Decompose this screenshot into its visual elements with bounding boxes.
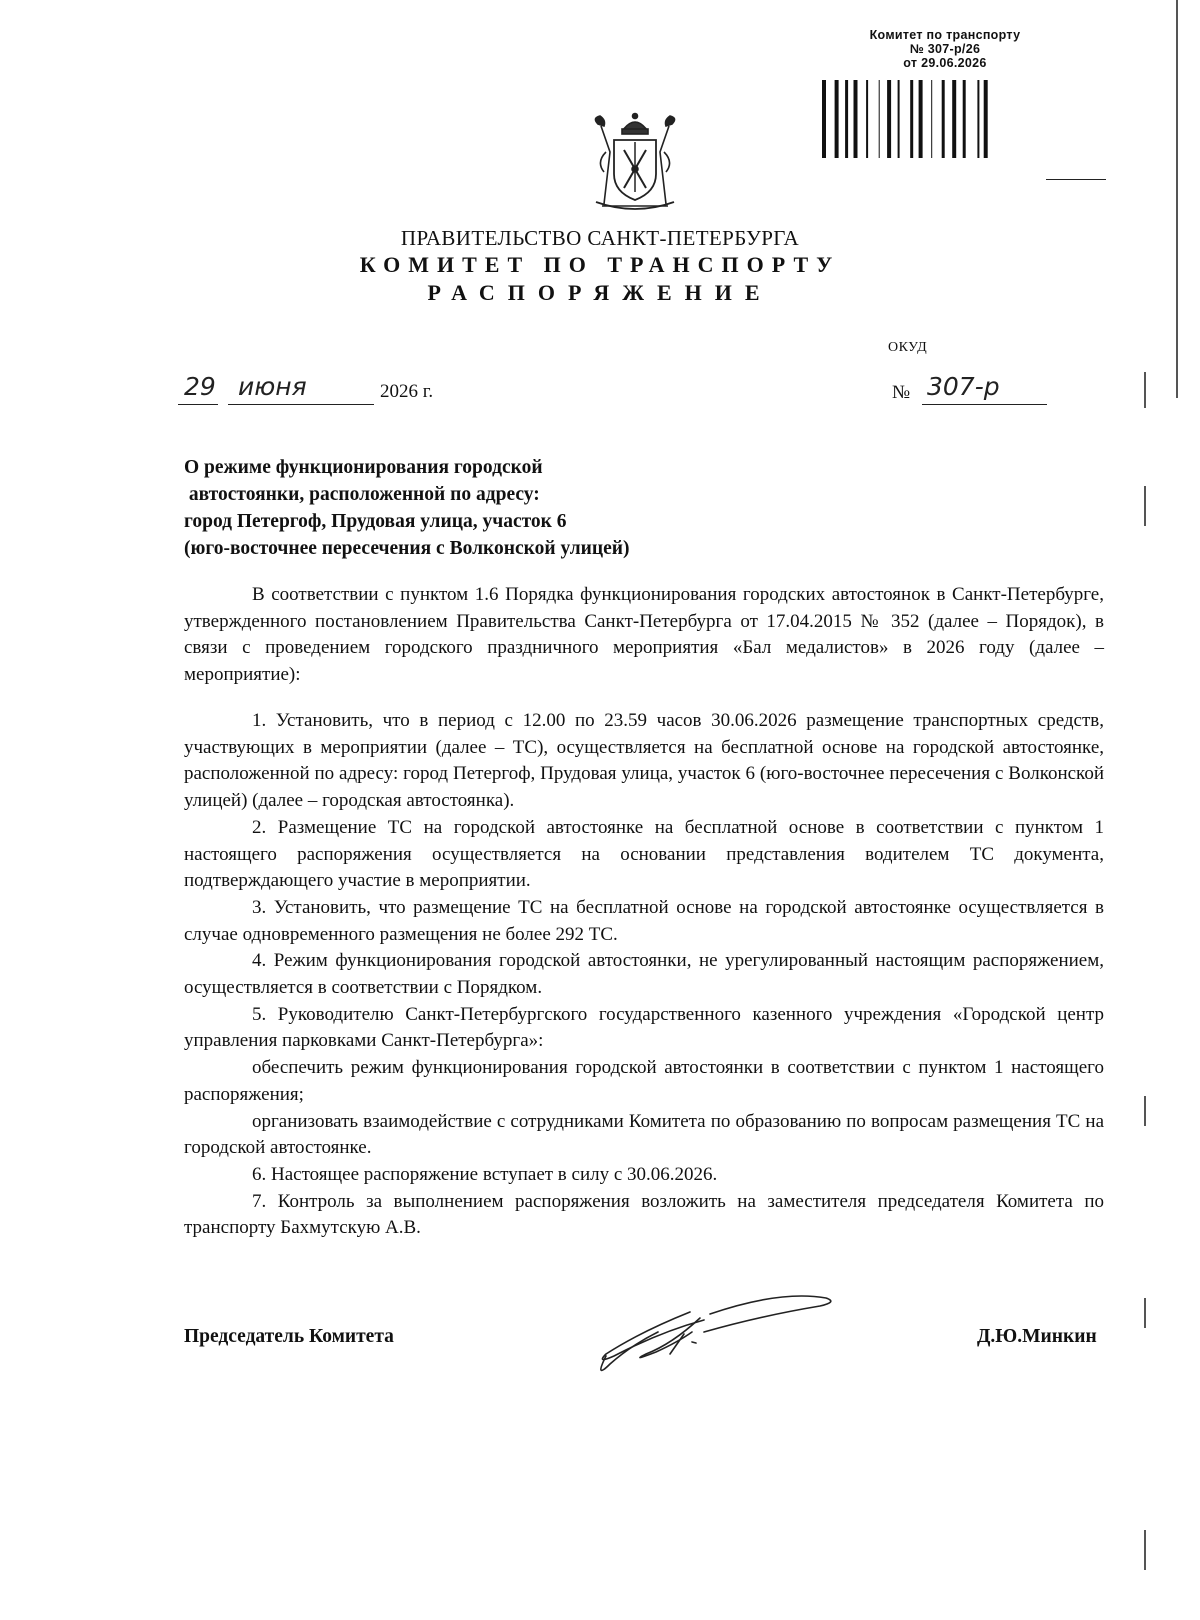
scan-edge-mark bbox=[1144, 486, 1146, 526]
clause-3: 3. Установить, что размещение ТС на бесплатной основе на городской автостоянке осуществляется в случае одновременного размещения не более 292 ТС. bbox=[184, 896, 1104, 945]
handwritten-signature bbox=[600, 1292, 860, 1392]
signatory-name: Д.Ю.Минкин bbox=[977, 1326, 1097, 1347]
barcode-bar bbox=[977, 80, 979, 158]
barcode bbox=[822, 80, 1090, 158]
number-sign: № bbox=[892, 382, 911, 403]
barcode-bar bbox=[822, 80, 826, 158]
stamp-line-2: № 307-р/26 bbox=[909, 42, 981, 56]
clause-5-item-1: обеспечить режим функционирования городской автостоянки в соответствии с пунктом 1 настоящего распоряжения; bbox=[184, 1057, 1104, 1105]
clause-6: 6. Настоящее распоряжение вступает в силу с 30.06.2026. bbox=[252, 1163, 718, 1185]
title-line: (юго-восточнее пересечения с Волконской улицей) bbox=[184, 538, 630, 559]
scan-edge-mark bbox=[1144, 1096, 1146, 1126]
scan-edge-mark bbox=[1144, 1530, 1146, 1570]
barcode-bar bbox=[835, 80, 839, 158]
stamp-line-1: Комитет по транспорту bbox=[869, 28, 1021, 42]
barcode-bar bbox=[845, 80, 848, 158]
title-line: автостоянки, расположенной по адресу: bbox=[184, 484, 540, 505]
title-line: город Петергоф, Прудовая улица, участок 6 bbox=[184, 511, 567, 532]
barcode-bar bbox=[963, 80, 966, 158]
clause-7: 7. Контроль за выполнением распоряжения возложить на заместителя председателя Комитета по транспорту Бахмутскую А.В. bbox=[184, 1190, 1104, 1239]
barcode-bar bbox=[931, 80, 932, 158]
barcode-bar bbox=[942, 80, 945, 158]
number-underline bbox=[922, 404, 1047, 405]
barcode-bar bbox=[879, 80, 880, 158]
committee-name: КОМИТЕТ ПО ТРАНСПОРТУ bbox=[359, 252, 841, 277]
okud-label: ОКУД bbox=[888, 340, 928, 355]
document-title bbox=[184, 454, 744, 562]
government-name: ПРАВИТЕЛЬСТВО САНКТ-ПЕТЕРБУРГА bbox=[400, 226, 800, 250]
barcode-bar bbox=[866, 80, 868, 158]
barcode-bar bbox=[984, 80, 988, 158]
barcode-bar bbox=[910, 80, 913, 158]
clause-5: 5. Руководителю Санкт-Петербургского государственного казенного учреждения «Городской центр управления парковками Санкт-Петербурга»: bbox=[184, 1003, 1104, 1052]
clause-4: 4. Режим функционирования городской автостоянки, не урегулированный настоящим распоряжением, осуществляется в соответствии с Порядком. bbox=[184, 950, 1104, 999]
document-date bbox=[184, 372, 484, 412]
signatory-position: Председатель Комитета bbox=[184, 1326, 394, 1347]
registration-stamp bbox=[826, 28, 1064, 70]
number-handwritten: 307-р bbox=[927, 372, 1000, 401]
barcode-bar bbox=[952, 80, 956, 158]
preamble bbox=[184, 582, 1104, 689]
stamp-line-3: от 29.06.2026 bbox=[903, 56, 987, 70]
date-month-handwritten: июня bbox=[238, 372, 307, 401]
date-day-handwritten: 29 bbox=[184, 372, 216, 401]
clause-2: 2. Размещение ТС на городской автостоянке на бесплатной основе в соответствии с пунктом 1 настоящего распоряжения осуществляется на основании представления водителем ТС документа, подтверждающего участие в мероприятии. bbox=[184, 816, 1104, 892]
title-line: О режиме функционирования городской bbox=[184, 457, 543, 478]
coat-of-arms-icon bbox=[588, 112, 682, 214]
preamble-text: В соответствии с пунктом 1.6 Порядка функционирования городских автостоянок в Санкт-Петербурге, утвержденного постановлением Правительства Санкт-Петербурга от 17.04.2015 № 352 (далее – Порядок), в связи с проведением городского праздничного мероприятия «Бал медалистов» в 2026 году (далее – мероприятие): bbox=[184, 584, 1104, 686]
barcode-bar bbox=[898, 80, 900, 158]
scan-edge-mark bbox=[1176, 0, 1178, 398]
scan-edge-mark bbox=[1144, 372, 1146, 408]
barcode-bar bbox=[854, 80, 858, 158]
stamp-underline bbox=[1046, 179, 1106, 180]
date-month-underline bbox=[228, 404, 374, 405]
clauses bbox=[184, 708, 1104, 1242]
barcode-bar bbox=[887, 80, 891, 158]
date-day-underline bbox=[178, 404, 218, 405]
barcode-bar bbox=[919, 80, 923, 158]
date-year: 2026 г. bbox=[380, 381, 434, 402]
clause-1: 1. Установить, что в период с 12.00 по 23.59 часов 30.06.2026 размещение транспортных средств, участвующих в мероприятии (далее – ТС), осуществляется на бесплатной основе на городской автостоянке, расположенной по адресу: город Петергоф, Прудовая улица, участок 6 (юго-восточнее пересечения с Волконской улицей) (далее – городская автостоянка). bbox=[184, 710, 1104, 812]
scan-edge-mark bbox=[1144, 1298, 1146, 1328]
document-type: РАСПОРЯЖЕНИЕ bbox=[427, 280, 773, 305]
document-number bbox=[892, 372, 1052, 412]
clause-5-item-2: организовать взаимодействие с сотрудниками Комитета по образованию по вопросам размещения ТС на городской автостоянке. bbox=[184, 1110, 1104, 1159]
